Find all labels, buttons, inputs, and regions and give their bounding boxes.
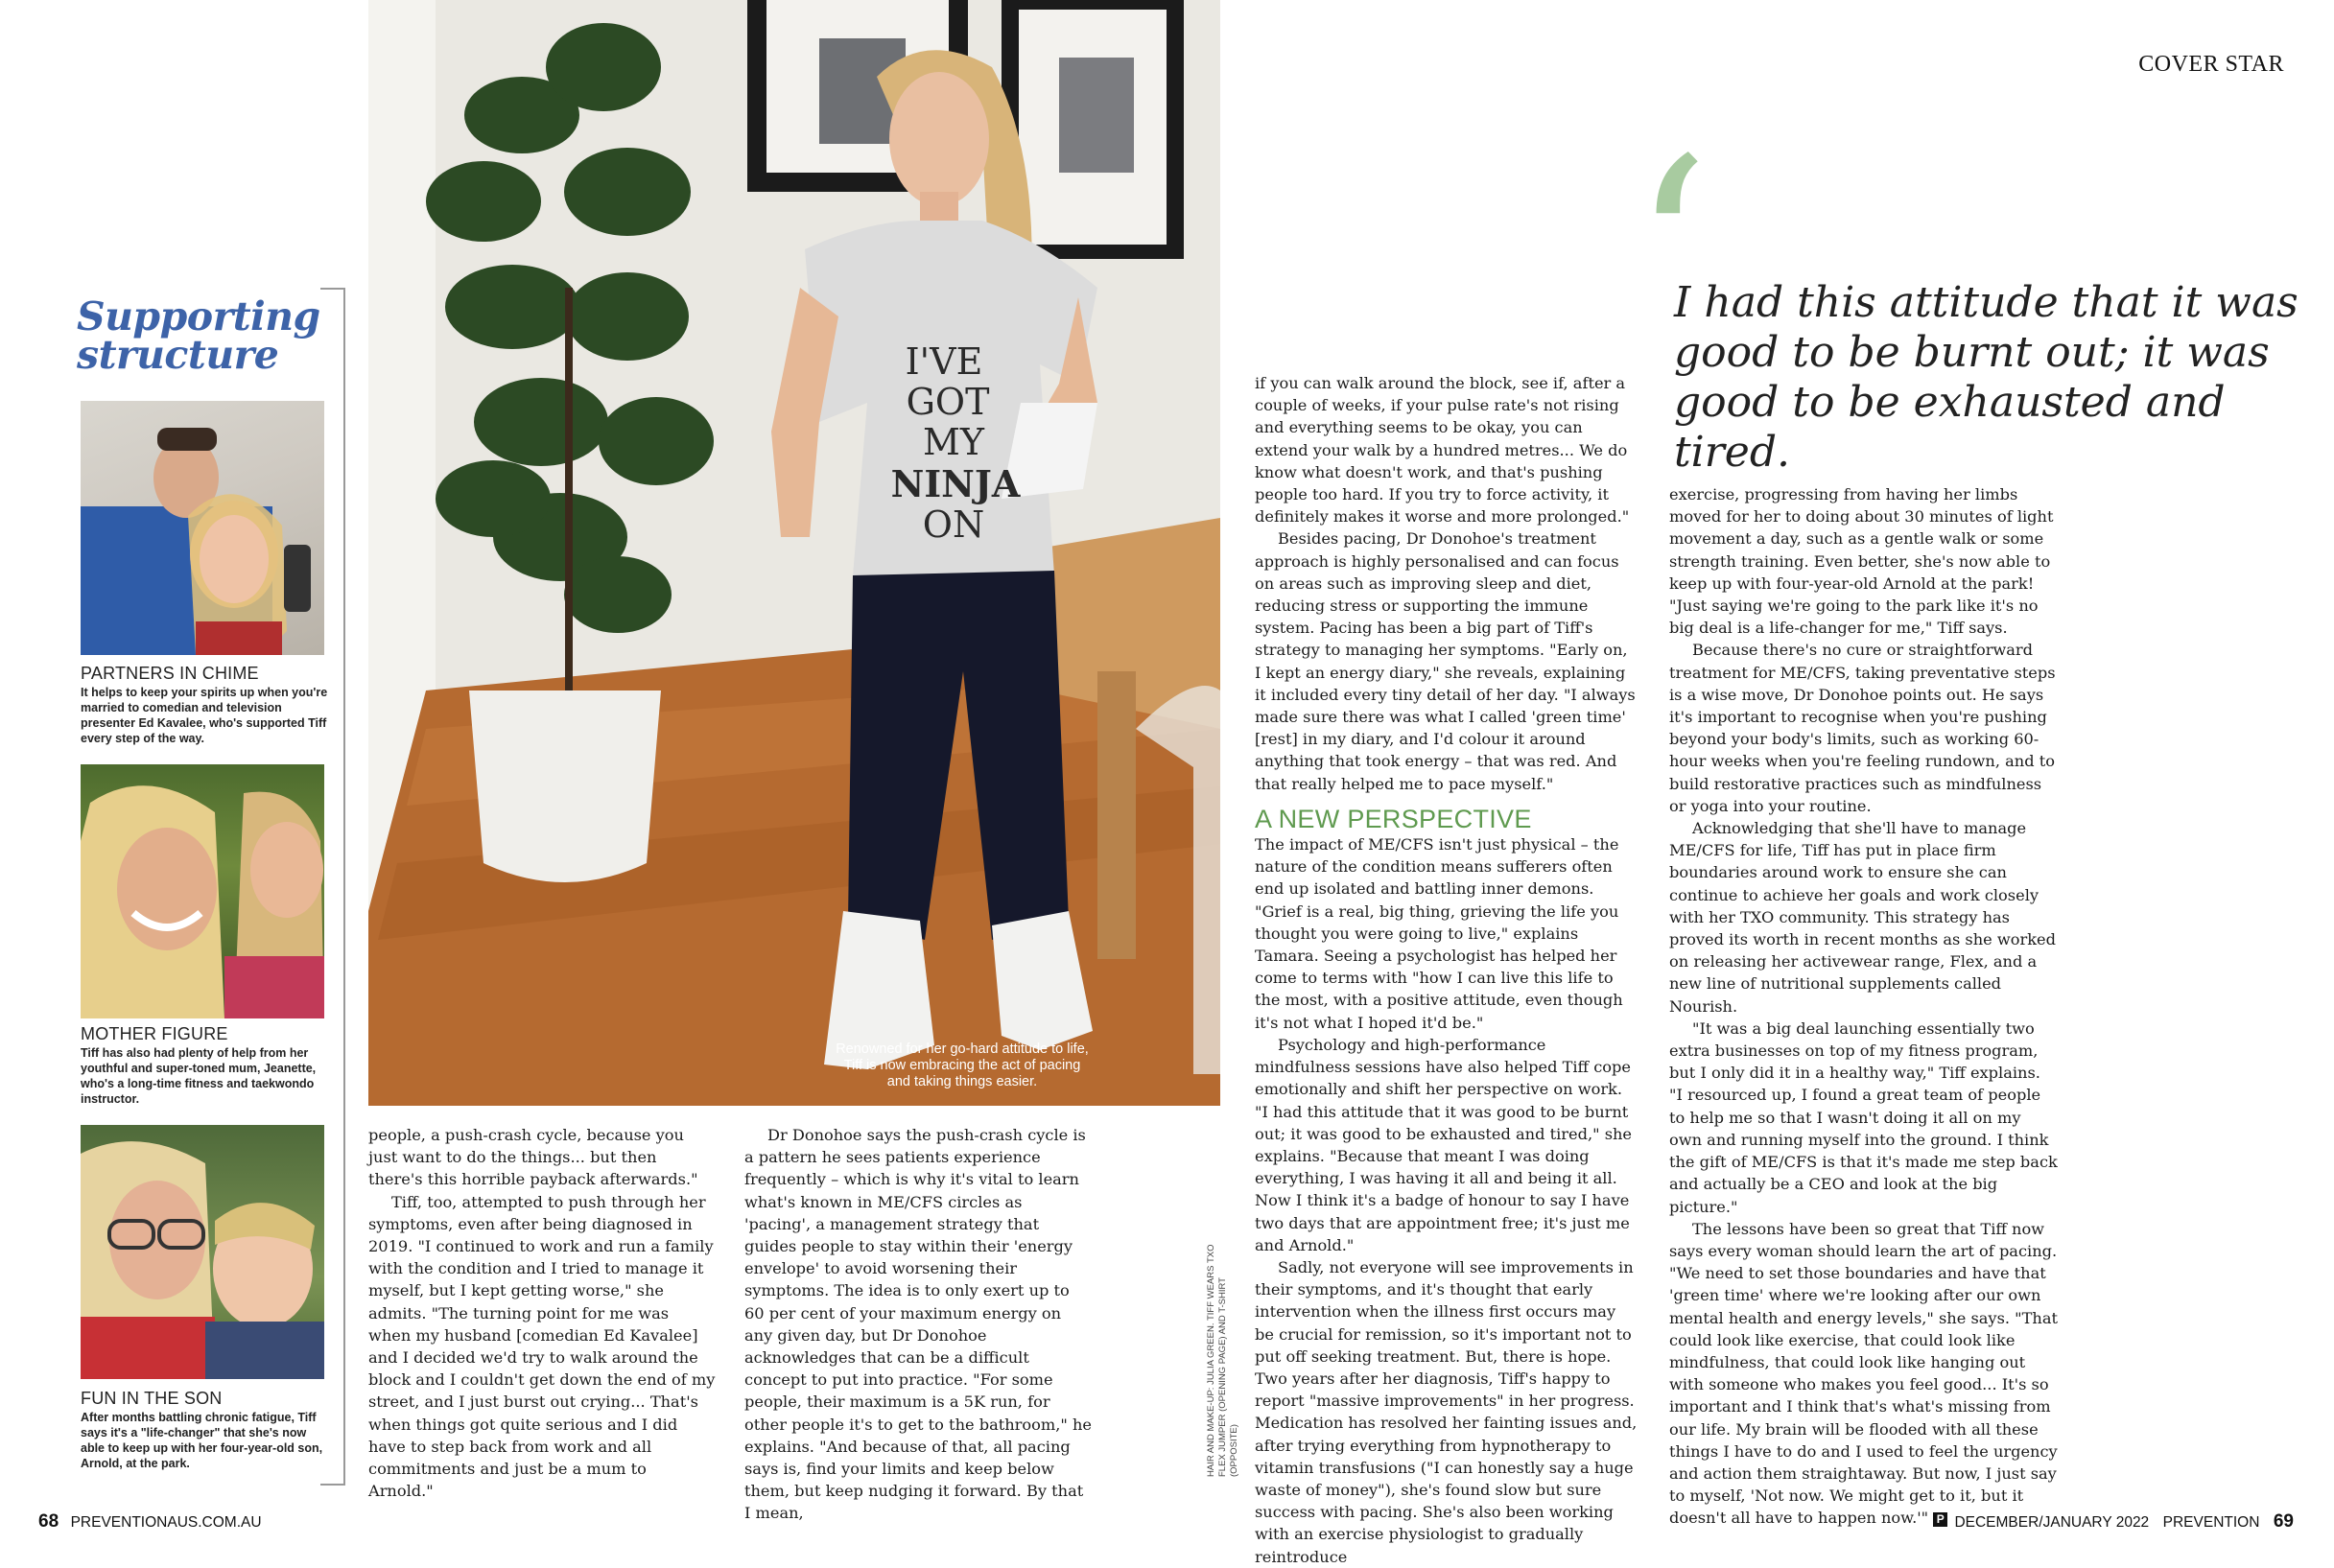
- footer-left: [38, 1511, 262, 1533]
- tshirt-text-line4: NINJA: [890, 462, 1021, 505]
- tshirt-text-line3: MY: [923, 421, 984, 463]
- sidebar-item-title-3: FUN IN THE SON: [81, 1389, 223, 1408]
- article-column-2: [744, 1124, 1092, 1525]
- footer-site: PREVENTIONAUS.COM.AU: [70, 1514, 262, 1531]
- paragraph: "It was a big deal launching essentially two extra businesses on top of my fitness program, but I only did it in a healthy way," Tiff explains. "I resourced up, I found a great team of people to help me so that I wasn't doing it all on my own and running myself into the ground. I think the gift of ME/CFS is that it's made me step back and actually be a CEO and look at the big picture.": [1669, 1018, 2058, 1216]
- section-heading: A NEW PERSPECTIVE: [1255, 804, 1532, 833]
- paragraph: [1669, 1218, 2058, 1530]
- sidebar-title-line2: structure: [77, 332, 279, 378]
- sidebar-item-text-1: It helps to keep your spirits up when you're married to comedian and television presenter Ed Kavalee, who's supported Tiff every step of the way.: [81, 686, 328, 745]
- sidebar-photo-couple: [81, 401, 324, 655]
- sidebar-title: [77, 293, 320, 378]
- pull-quote-line3: good to be exhausted and tired.: [1674, 378, 2226, 477]
- sidebar-item-text-2: Tiff has also had plenty of help from her youthful and super-toned mum, Jeanette, who's a long-time fitness and taekwondo instructor.: [81, 1046, 317, 1106]
- sidebar-item-text-3: After months battling chronic fatigue, Tiff says it's a "life-changer" that she's now able to keep up with her four-year-old son, Arnold, at the park.: [81, 1411, 323, 1470]
- page-number-left: 68: [38, 1511, 59, 1532]
- pull-quote-mark: ‘: [1631, 106, 1710, 396]
- article-column-1: [368, 1124, 716, 1502]
- photo-credit: HAIR AND MAKE-UP: JULIA GREEN. TIFF WEARS TXO FLEX JUMPER (OPENING PAGE) AND T-SHIRT (OPPOSITE): [1206, 1244, 1239, 1477]
- paragraph: if you can walk around the block, see if, after a couple of weeks, if your pulse rate's not rising and everything seems to be okay, you can extend your walk by a hundred metres... We do know what doesn't work, and that's pushing people too hard. If you try to force activity, it definitely makes it worse and more prolonged.": [1255, 374, 1630, 527]
- paragraph: Tiff, too, attempted to push through her symptoms, even after being diagnosed in 2019. "I continued to work and run a family with the condition and I tried to manage it myself, but I kept getting worse," she admits. "The turning point for me was when my husband [comedian Ed Kavalee] and I decided we'd try to walk around the block and I couldn't get down the end of my street, and I just burst out crying... That's when things got quite serious and I did have to step back from work and all commitments and just be a mum to Arnold.": [368, 1192, 716, 1501]
- pull-quote: [1674, 278, 2334, 478]
- tshirt-text-line5: ON: [922, 503, 985, 546]
- sidebar-item-title-1: PARTNERS IN CHIME: [81, 664, 259, 683]
- sidebar-photo-mother: [81, 764, 324, 1018]
- article-column-4: [1669, 483, 2058, 1530]
- main-photo: [368, 0, 1220, 1106]
- main-photo-illustration: [368, 0, 1220, 1106]
- son-selfie-illustration: [81, 1125, 324, 1379]
- paragraph: Dr Donohoe says the push-crash cycle is a pattern he sees patients experience frequently – which is why it's vital to learn what's known in ME/CFS circles as 'pacing', a management strategy that guides people to stay within their 'energy envelope' to avoid worsening their symptoms. The idea is to only exert up to 60 per cent of your maximum energy on any given day, but Dr Donohoe acknowledges that can be a difficult concept to put into practice. "For some people, their maximum is a 5K run, for other people it's to get to the bathroom," he explains. "And because of that, all pacing says is, find your limits and keep below them, but keep nudging it forward. By that I mean,: [744, 1126, 1092, 1523]
- paragraph: Besides pacing, Dr Donohoe's treatment approach is highly personalised and can focus on areas such as improving sleep and diet, reducing stress or supporting the immune system. Pacing has been a big part of Tiff's strategy to managing her symptoms. "Early on, I kept an energy diary," she reveals, explaining it included every tiny detail of her day. "I always made sure there was what I called 'green time' [rest] in my diary, and I'd colour it around anything that took energy – that was red. And that really helped me to pace myself.": [1255, 529, 1636, 793]
- paragraph: Because there's no cure or straightforward treatment for ME/CFS, taking preventative steps is a wise move, Dr Donohoe points out. He says it's important to recognise when you're pushing beyond your body's limits, such as working 60-hour weeks when you're feeling rundown, and to build restorative practices such as mindfulness or yoga into your routine.: [1669, 641, 2056, 815]
- paragraph-text: The lessons have been so great that Tiff now says every woman should learn the art of pacing. "We need to set those boundaries and have that 'green time' where we're looking after our own mental health and energy levels," she says. "That could look like exercise, that could look like mindfulness, that could look like hanging out with someone who makes you feel good... It's so important and I think that's what's missing from our life. My brain will be flooded with all these things I have to do and I used to feel the urgency and action them straightaway. But now, I just say to myself, 'Not now. We might get to it, but it doesn't all have to happen now.'": [1669, 1219, 2058, 1528]
- paragraph: Acknowledging that she'll have to manage ME/CFS for life, Tiff has put in place firm boundaries around work to ensure she can continue to achieve her goals and work closely with her TXO community. This strategy has proved its worth in recent months as she worked on releasing her activewear range, Flex, and a new line of nutritional supplements called Nourish.: [1669, 819, 2056, 1016]
- end-mark-icon: P: [1933, 1512, 1947, 1527]
- sidebar-item-title-2: MOTHER FIGURE: [81, 1024, 228, 1043]
- pull-quote-line1: I had this attitude that it was: [1674, 278, 2299, 327]
- paragraph: people, a push-crash cycle, because you just want to do the things... but then there's this horrible payback afterwards.": [368, 1126, 698, 1189]
- mother-selfie-illustration: [81, 764, 324, 1018]
- tshirt-text-line1: I'VE: [905, 340, 983, 383]
- footer-issue: DECEMBER/JANUARY 2022: [1954, 1514, 2150, 1531]
- paragraph: Psychology and high-performance mindfulness sessions have also helped Tiff cope emotionally and shift her perspective on work. "I had this attitude that it was good to be burnt out; it was good to be exhausted and tired," she explains. "Because that meant I was doing everything, I was having it all and being it all. Now I think it's a badge of honour to say I have two days that are appointment free; it's just me and Arnold.": [1255, 1035, 1633, 1254]
- sidebar-photo-son: [81, 1125, 324, 1379]
- paragraph: Sadly, not everyone will see improvements in their symptoms, and it's thought that early intervention when the illness first occurs may be crucial for remission, so it's important not to put off seeking treatment. But, there is hope. Two years after her diagnosis, Tiff's happy to report "massive improvements" in her progress. Medication has resolved her fainting issues and, after trying everything from hypnotherapy to vitamin transfusions ("I can honestly say a huge waste of money"), she's found slow but sure success with pacing. She's also been working with an exercise physiologist to gradually reintroduce: [1255, 1257, 1638, 1566]
- page-number-right: 69: [2273, 1511, 2294, 1532]
- main-photo-caption: Renowned for her go-hard attitude to life, Tiff is now embracing the act of pacing and taking things easier.: [836, 1041, 1089, 1089]
- article-column-3: [1255, 372, 1639, 1568]
- paragraph: The impact of ME/CFS isn't just physical – the nature of the condition means sufferers often end up isolated and battling inner demons. "Grief is a real, big thing, grieving the life you thought you were going to live," explains Tamara. Seeing a psychologist has helped her come to terms with "how I can live this life to the most, with a positive attitude, even though it's not what I hoped it'd be.": [1255, 835, 1623, 1032]
- couple-selfie-illustration: [81, 401, 324, 655]
- footer-magazine: PREVENTION: [2162, 1514, 2260, 1531]
- pull-quote-line2: good to be burnt out; it was: [1674, 328, 2270, 377]
- footer-right: [1954, 1511, 2294, 1533]
- section-label: COVER STAR: [2138, 52, 2284, 77]
- tshirt-text-line2: GOT: [906, 381, 990, 423]
- sidebar-title-line1: Supporting: [77, 293, 320, 339]
- paragraph: exercise, progressing from having her limbs moved for her to doing about 30 minutes of light movement a day, such as a gentle walk or some strength training. Even better, she's now able to keep up with four-year-old Arnold at the park! "Just saying we're going to the park like it's no big deal is a life-changer for me," Tiff says.: [1669, 485, 2054, 638]
